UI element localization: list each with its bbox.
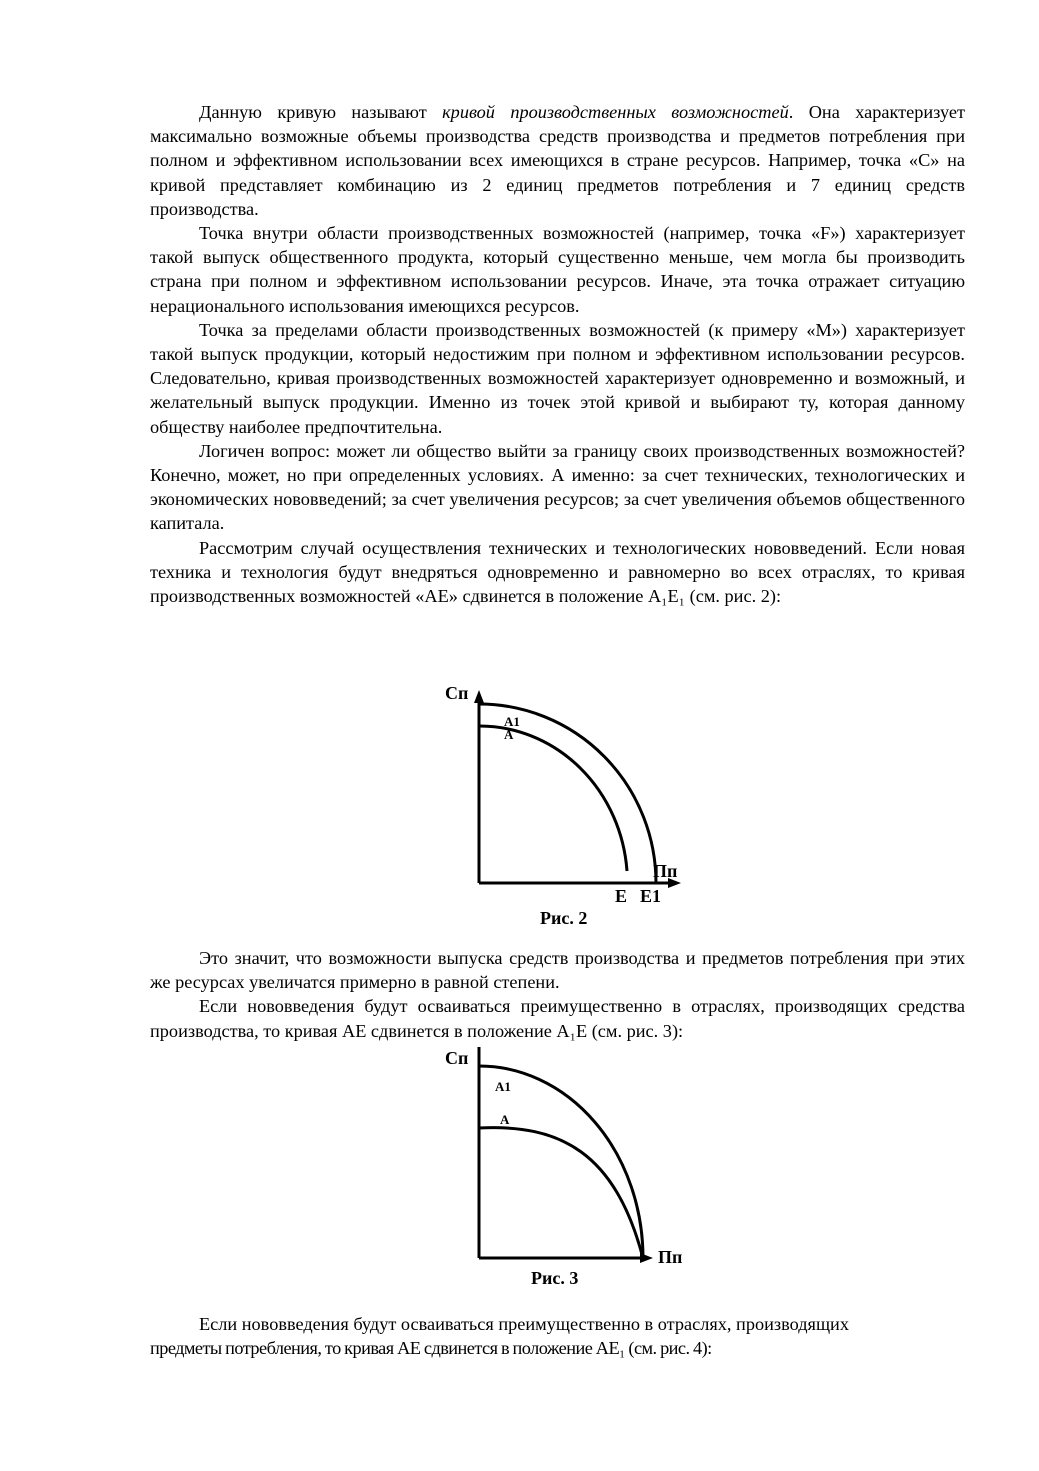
- paragraph-continuation: предметы потребления, то кривая АЕ сдвинется в положение АЕ₁ (см. рис. 4):: [150, 1338, 712, 1359]
- label-e: Е: [615, 886, 628, 906]
- text-block-middle: [150, 946, 965, 1043]
- label-a1: А1: [504, 714, 520, 729]
- y-axis-label: Сп: [445, 683, 469, 703]
- curve-a-e: [479, 1128, 643, 1258]
- curve-a1-e: [479, 1066, 643, 1258]
- paragraph: Это значит, что возможности выпуска средств производства и предметов потребления при этих же ресурсах увеличатся примерно в равной степени.: [150, 948, 965, 993]
- paragraph: Точка внутри области производственных возможностей (например, точка «F») характеризует такой выпуск общественного продукта, который существенно меньше, чем могла бы производить страна при полном и эффективном использовании ресурсов. Иначе, эта точка отражает ситуацию нерационального использования имеющихся ресурсов.: [150, 223, 965, 316]
- y-axis-arrow: [474, 690, 484, 703]
- figure-3-caption: Рис. 3: [531, 1268, 579, 1288]
- figure-2-graph: [440, 680, 700, 906]
- label-a1: А1: [495, 1079, 511, 1094]
- label-a: А: [500, 1112, 510, 1127]
- paragraph: Если нововведения будут осваиваться преимущественно в отраслях, производящих: [199, 1314, 849, 1334]
- text-block-intro: [150, 100, 965, 608]
- x-axis-label: Пп: [653, 861, 678, 881]
- figure-2: [440, 680, 700, 906]
- paragraph: Рассмотрим случай осуществления технических и технологических нововведений. Если новая техника и технология будут внедряться одновременно и равномерно во всех отраслях, то кривая производственных возможностей «АЕ» сдвинется в положение А₁Е₁ (см. рис. 2):: [150, 537, 965, 607]
- paragraph: Точка за пределами области производственных возможностей (к примеру «М») характеризует такой выпуск продукции, который недостижим при полном и эффективном использовании ресурсов. Следовательно, кривая производственных возможностей характеризует одновременно и возможный, и желательный выпуск продукции. Именно из точек этой кривой и выбирают ту, которая данному обществу наиболее предпочтительна.: [150, 319, 965, 437]
- paragraph: Данную кривую называют кривой производственных возможностей. Она характеризует максимально возможные объемы производства средств производства и предметов потребления при полном и эффективном использовании всех имеющихся в стране ресурсов. Например, точка «С» на кривой представляет комбинацию из 2 единиц предметов потребления и 7 единиц средств производства.: [150, 102, 965, 219]
- y-axis-label: Сп: [445, 1048, 469, 1068]
- paragraph: Логичен вопрос: может ли общество выйти за границу своих производственных возможностей? Конечно, может, но при определенных условиях. А именно: за счет технических, технологических и экономических нововведений; за счет увеличения ресурсов; за счет увеличения объемов общественного капитала.: [150, 440, 965, 534]
- x-axis-label: Пп: [658, 1247, 683, 1267]
- figure-3: [440, 1044, 700, 1266]
- curve-a-e: [479, 726, 627, 871]
- text-block-end: [150, 1312, 965, 1360]
- emphasized-term: кривой производственных возможностей: [442, 102, 789, 122]
- figure-2-caption: Рис. 2: [540, 908, 588, 928]
- figure-3-graph: [440, 1044, 700, 1266]
- label-e1: Е1: [640, 886, 662, 906]
- paragraph: Если нововведения будут осваиваться преимущественно в отраслях, производящих средства производства, то кривая АЕ сдвинется в положение А₁Е (см. рис. 3):: [150, 996, 965, 1041]
- label-a: А: [504, 727, 514, 742]
